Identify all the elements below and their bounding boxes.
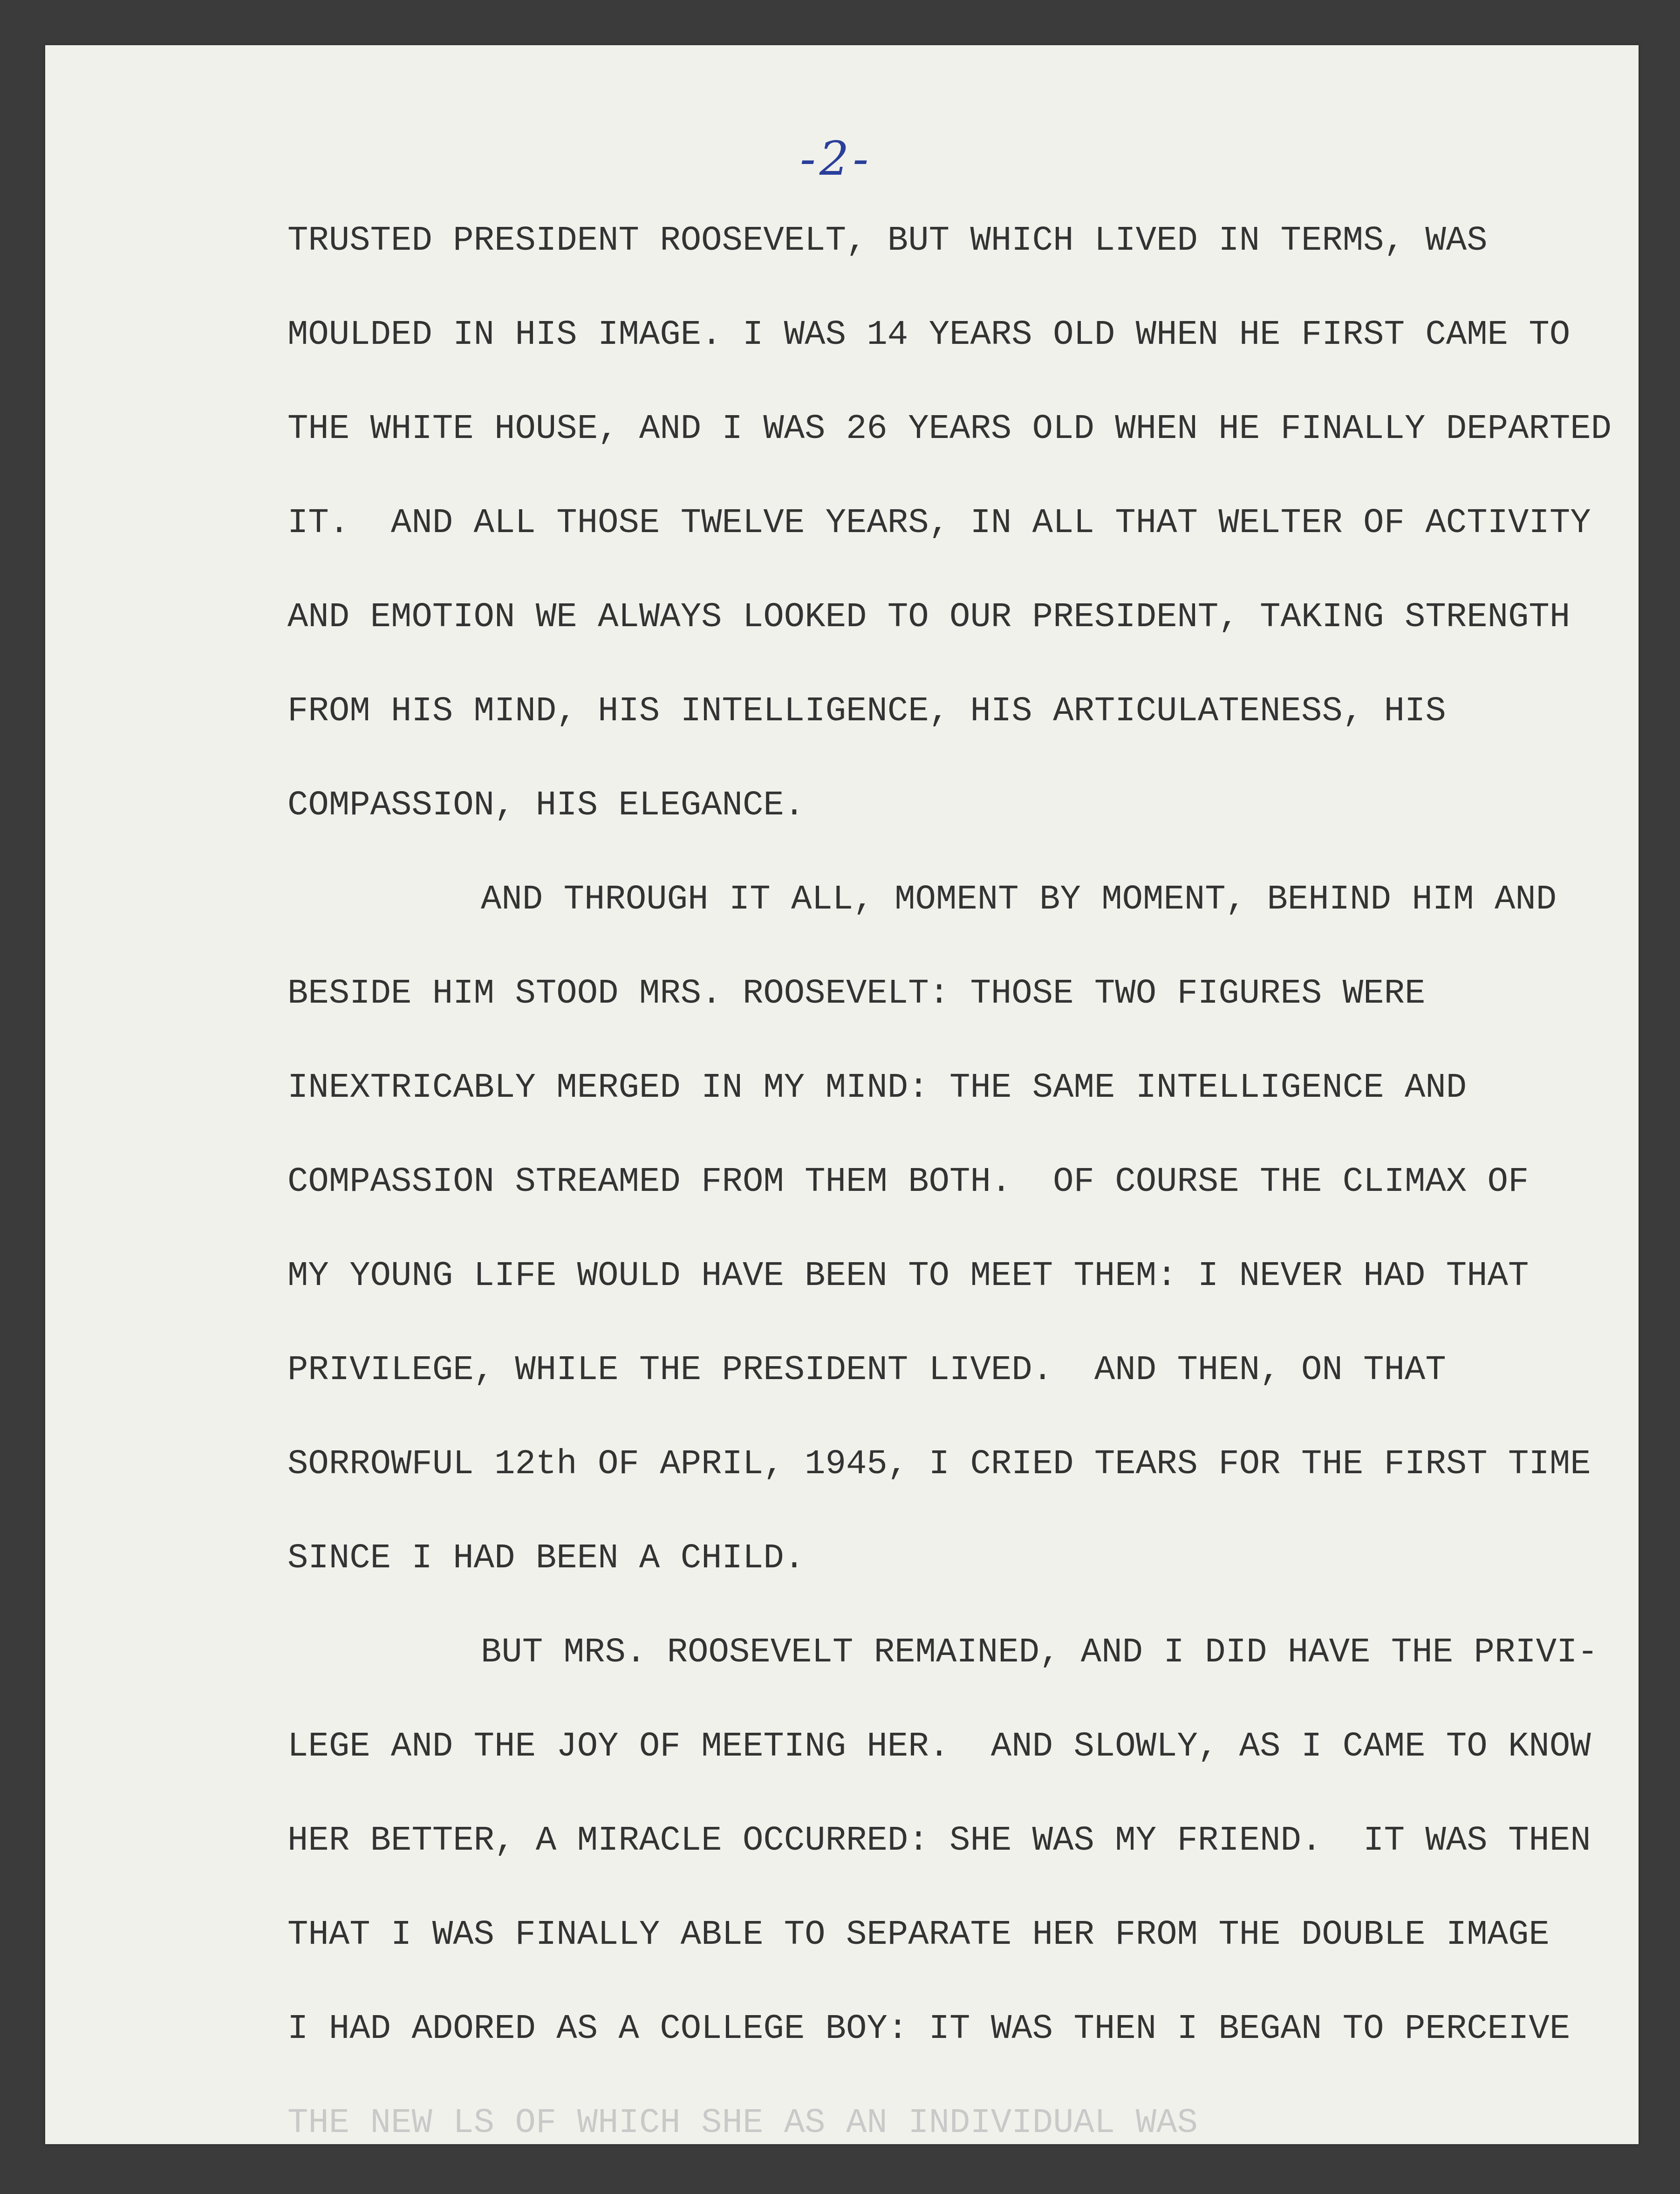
text-line: THE WHITE HOUSE, AND I WAS 26 YEARS OLD WHEN HE FINALLY DEPARTED [287,410,1612,449]
text-line: COMPASSION, HIS ELEGANCE. [287,786,805,825]
text-line: THAT I WAS FINALLY ABLE TO SEPARATE HER FROM THE DOUBLE IMAGE [287,1915,1550,1955]
text-line: INEXTRICABLY MERGED IN MY MIND: THE SAME INTELLIGENCE AND [287,1068,1467,1107]
text-line: AND EMOTION WE ALWAYS LOOKED TO OUR PRESIDENT, TAKING STRENGTH [287,598,1571,637]
typed-body-text [287,218,1612,2194]
paragraph-start-line: AND THROUGH IT ALL, MOMENT BY MOMENT, BEHIND HIM AND [481,880,1557,919]
text-line: LEGE AND THE JOY OF MEETING HER. AND SLOWLY, AS I CAME TO KNOW [287,1727,1591,1766]
page-number: -2- [800,131,873,186]
text-line: IT. AND ALL THOSE TWELVE YEARS, IN ALL THAT WELTER OF ACTIVITY [287,504,1591,543]
paragraph-start-line: BUT MRS. ROOSEVELT REMAINED, AND I DID HAVE THE PRIVI- [481,1633,1598,1672]
text-line: TRUSTED PRESIDENT ROOSEVELT, BUT WHICH LIVED IN TERMS, WAS [287,221,1488,260]
text-line: COMPASSION STREAMED FROM THEM BOTH. OF COURSE THE CLIMAX OF [287,1162,1529,1202]
text-line: FROM HIS MIND, HIS INTELLIGENCE, HIS ARTICULATENESS, HIS [287,692,1446,731]
text-line: BESIDE HIM STOOD MRS. ROOSEVELT: THOSE TWO FIGURES WERE [287,974,1426,1013]
faded-text-line: THE NEW LS OF WHICH SHE AS AN INDIVIDUAL WAS [287,2104,1198,2143]
text-line: I HAD ADORED AS A COLLEGE BOY: IT WAS THEN I BEGAN TO PERCEIVE [287,2009,1571,2049]
text-line: HER BETTER, A MIRACLE OCCURRED: SHE WAS MY FRIEND. IT WAS THEN [287,1821,1591,1860]
text-line: SINCE I HAD BEEN A CHILD. [287,1539,805,1578]
text-line: MOULDED IN HIS IMAGE. I WAS 14 YEARS OLD WHEN HE FIRST CAME TO [287,315,1571,355]
text-line: MY YOUNG LIFE WOULD HAVE BEEN TO MEET THEM: I NEVER HAD THAT [287,1257,1529,1296]
document-page [45,45,1639,2144]
text-line: PRIVILEGE, WHILE THE PRESIDENT LIVED. AND THEN, ON THAT [287,1351,1446,1390]
text-line: SORROWFUL 12th OF APRIL, 1945, I CRIED TEARS FOR THE FIRST TIME [287,1445,1591,1484]
